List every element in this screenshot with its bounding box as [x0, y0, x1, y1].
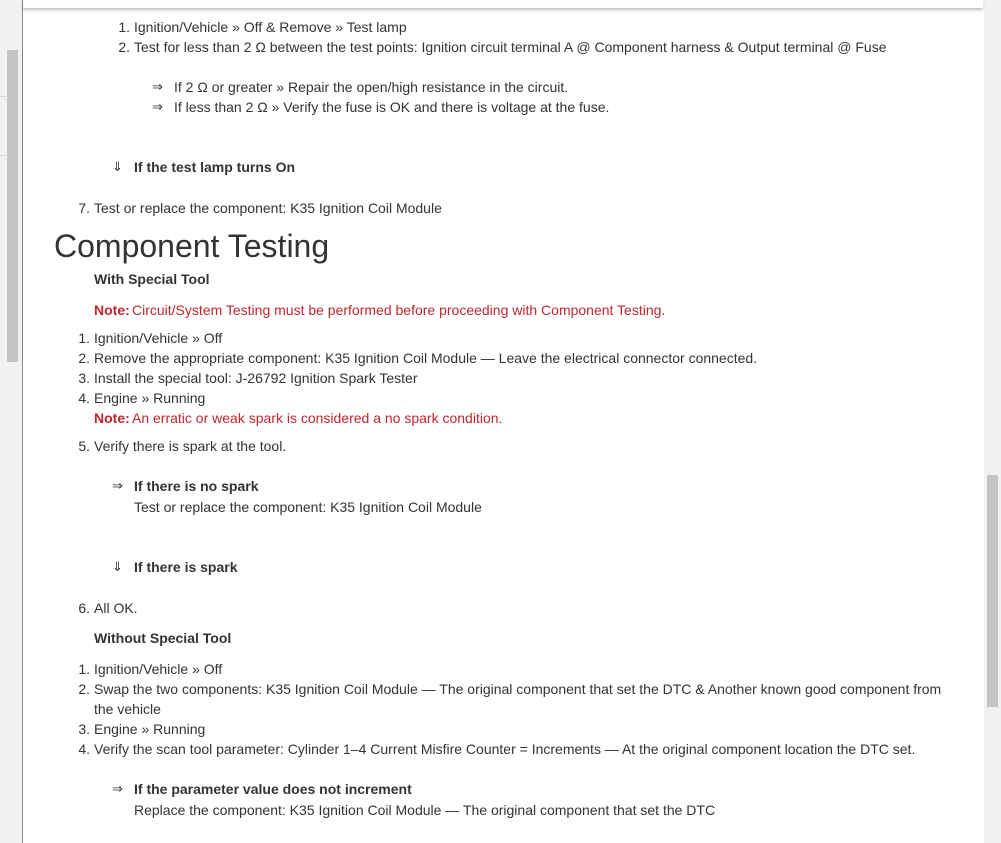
step-number: 1. [78, 661, 90, 677]
step-text: Verify the scan tool parameter: Cylinder 1–4 Current Misfire Counter = Increments — At the original component location the DTC set. [94, 741, 916, 757]
step-text: Swap the two components: K35 Ignition Coil Module — The original component that set the DTC & Another known good component from [94, 681, 942, 697]
step-text: Ignition/Vehicle » Off & Remove » Test lamp [134, 19, 407, 35]
vertical-scrollbar-thumb[interactable] [987, 475, 998, 707]
section-heading: Component Testing [54, 228, 330, 264]
step-text: Test for less than 2 Ω between the test points: Ignition circuit terminal A @ Component harness & Output terminal @ Fuse [134, 39, 887, 55]
right-arrow-icon: ⇒ [112, 781, 123, 796]
right-arrow-icon: ⇒ [152, 99, 163, 114]
condition-title: If there is no spark [134, 478, 259, 494]
left-panel-edge [0, 0, 23, 843]
note-label: Note: [94, 410, 130, 426]
step-number: 7. [78, 200, 90, 216]
condition-action: Replace the component: K35 Ignition Coil Module — The original component that set the DTC [134, 802, 716, 818]
result-text: If 2 Ω or greater » Repair the open/high resistance in the circuit. [174, 79, 569, 95]
step-number: 3. [78, 370, 90, 386]
step-text: Test or replace the component: K35 Ignition Coil Module [94, 200, 442, 216]
step-text: Engine » Running [94, 721, 206, 737]
right-arrow-icon: ⇒ [112, 478, 123, 493]
step-text: Verify there is spark at the tool. [94, 438, 287, 454]
down-arrow-icon: ⇓ [112, 159, 123, 174]
result-text: If less than 2 Ω » Verify the fuse is OK and there is voltage at the fuse. [174, 99, 610, 115]
condition-title: If there is spark [134, 559, 238, 575]
step-number: 6. [78, 600, 90, 616]
step-number: 2. [78, 681, 90, 697]
condition-title: If the test lamp turns On [134, 159, 296, 175]
step-number: 1. [78, 330, 90, 346]
note-text: An erratic or weak spark is considered a no spark condition. [132, 410, 503, 426]
condition-action: Test or replace the component: K35 Ignition Coil Module [134, 499, 482, 515]
step-number: 4. [78, 390, 90, 406]
step-number: 2. [118, 39, 130, 55]
subsection-heading: Without Special Tool [94, 630, 232, 646]
step-text-continuation: the vehicle [94, 701, 161, 717]
step-number: 1. [118, 19, 130, 35]
step-text: Ignition/Vehicle » Off [94, 661, 223, 677]
step-number: 5. [78, 438, 90, 454]
down-arrow-icon: ⇓ [112, 559, 123, 574]
step-text: All OK. [94, 600, 138, 616]
step-text: Install the special tool: J-26792 Ignition Spark Tester [94, 370, 418, 386]
header-bar-edge [23, 0, 983, 8]
right-arrow-icon: ⇒ [152, 79, 163, 94]
condition-title: If the parameter value does not increment [134, 781, 412, 797]
note-text: Circuit/System Testing must be performed before proceeding with Component Testing. [132, 302, 666, 318]
note-label: Note: [94, 302, 130, 318]
step-number: 4. [78, 741, 90, 757]
left-scrollbar-thumb[interactable] [7, 50, 18, 362]
vertical-scrollbar[interactable] [984, 0, 1001, 843]
left-panel-divider [0, 96, 8, 156]
step-text: Engine » Running [94, 390, 206, 406]
subsection-heading: With Special Tool [94, 271, 210, 287]
step-number: 2. [78, 350, 90, 366]
step-text: Ignition/Vehicle » Off [94, 330, 223, 346]
step-text: Remove the appropriate component: K35 Ignition Coil Module — Leave the electrical connector connected. [94, 350, 758, 366]
step-number: 3. [78, 721, 90, 737]
